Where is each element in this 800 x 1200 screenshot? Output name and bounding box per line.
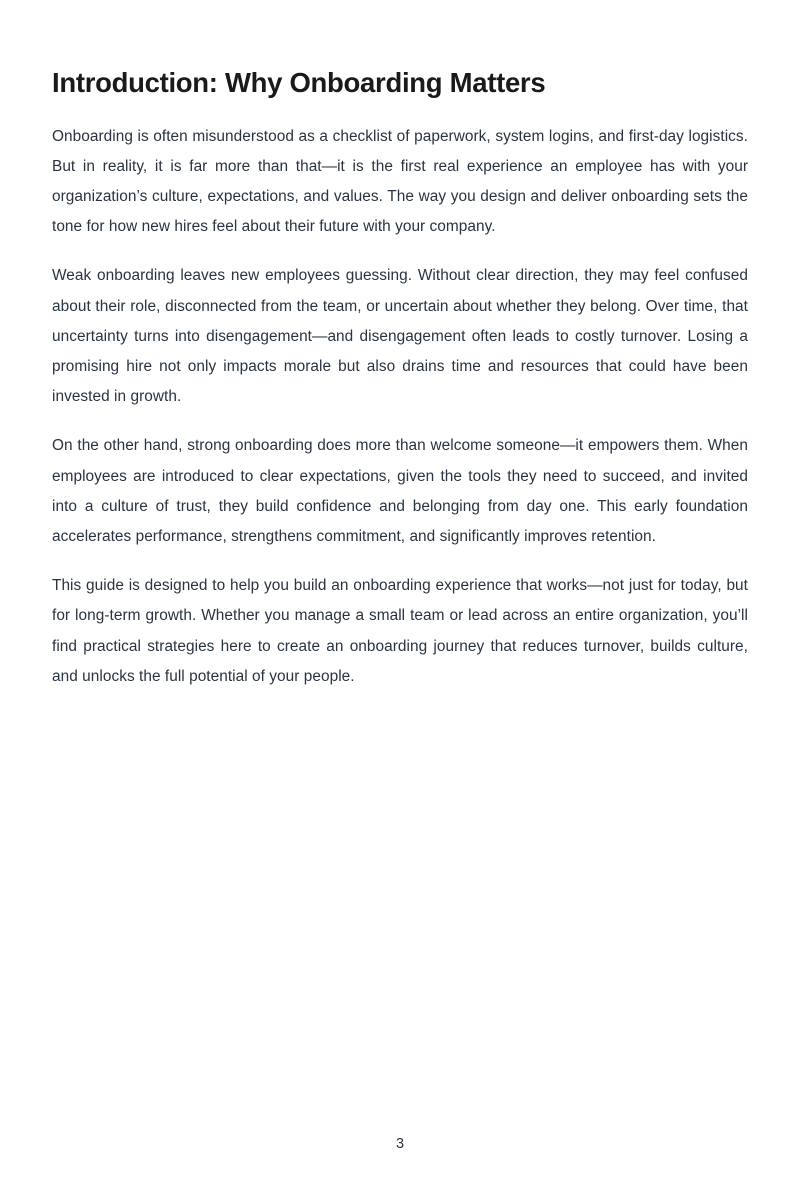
page-title: Introduction: Why Onboarding Matters: [52, 67, 546, 98]
page-number: 3: [395, 1136, 405, 1152]
page-content: [52, 66, 748, 692]
body-paragraph: On the other hand, strong onboarding does more than welcome someone—it empowers them. When employees are introduced to clear expectations, given the tools they need to succeed, and invited into a culture of trust, they build confidence and belonging from day one. This early foundation accelerates performance, strengthens commitment, and significantly improves retention.: [52, 437, 748, 545]
body-paragraph: This guide is designed to help you build an onboarding experience that works—not just for today, but for long-term growth. Whether you manage a small team or lead across an entire organization, you’ll find practical strategies here to create an onboarding journey that reduces turnover, builds culture, and unlocks the full potential of your people.: [52, 577, 748, 685]
body-paragraph: Weak onboarding leaves new employees guessing. Without clear direction, they may feel confused about their role, disconnected from the team, or uncertain about whether they belong. Over time, that uncertainty turns into disengagement—and disengagement often leads to costly turnover. Losing a promising hire not only impacts morale but also drains time and resources that could have been invested in growth.: [52, 267, 748, 406]
body-paragraph: Onboarding is often misunderstood as a checklist of paperwork, system logins, and first-day logistics. But in reality, it is far more than that—it is the first real experience an employee has with your organization’s culture, expectations, and values. The way you design and deliver onboarding sets the tone for how new hires feel about their future with your company.: [52, 127, 748, 236]
